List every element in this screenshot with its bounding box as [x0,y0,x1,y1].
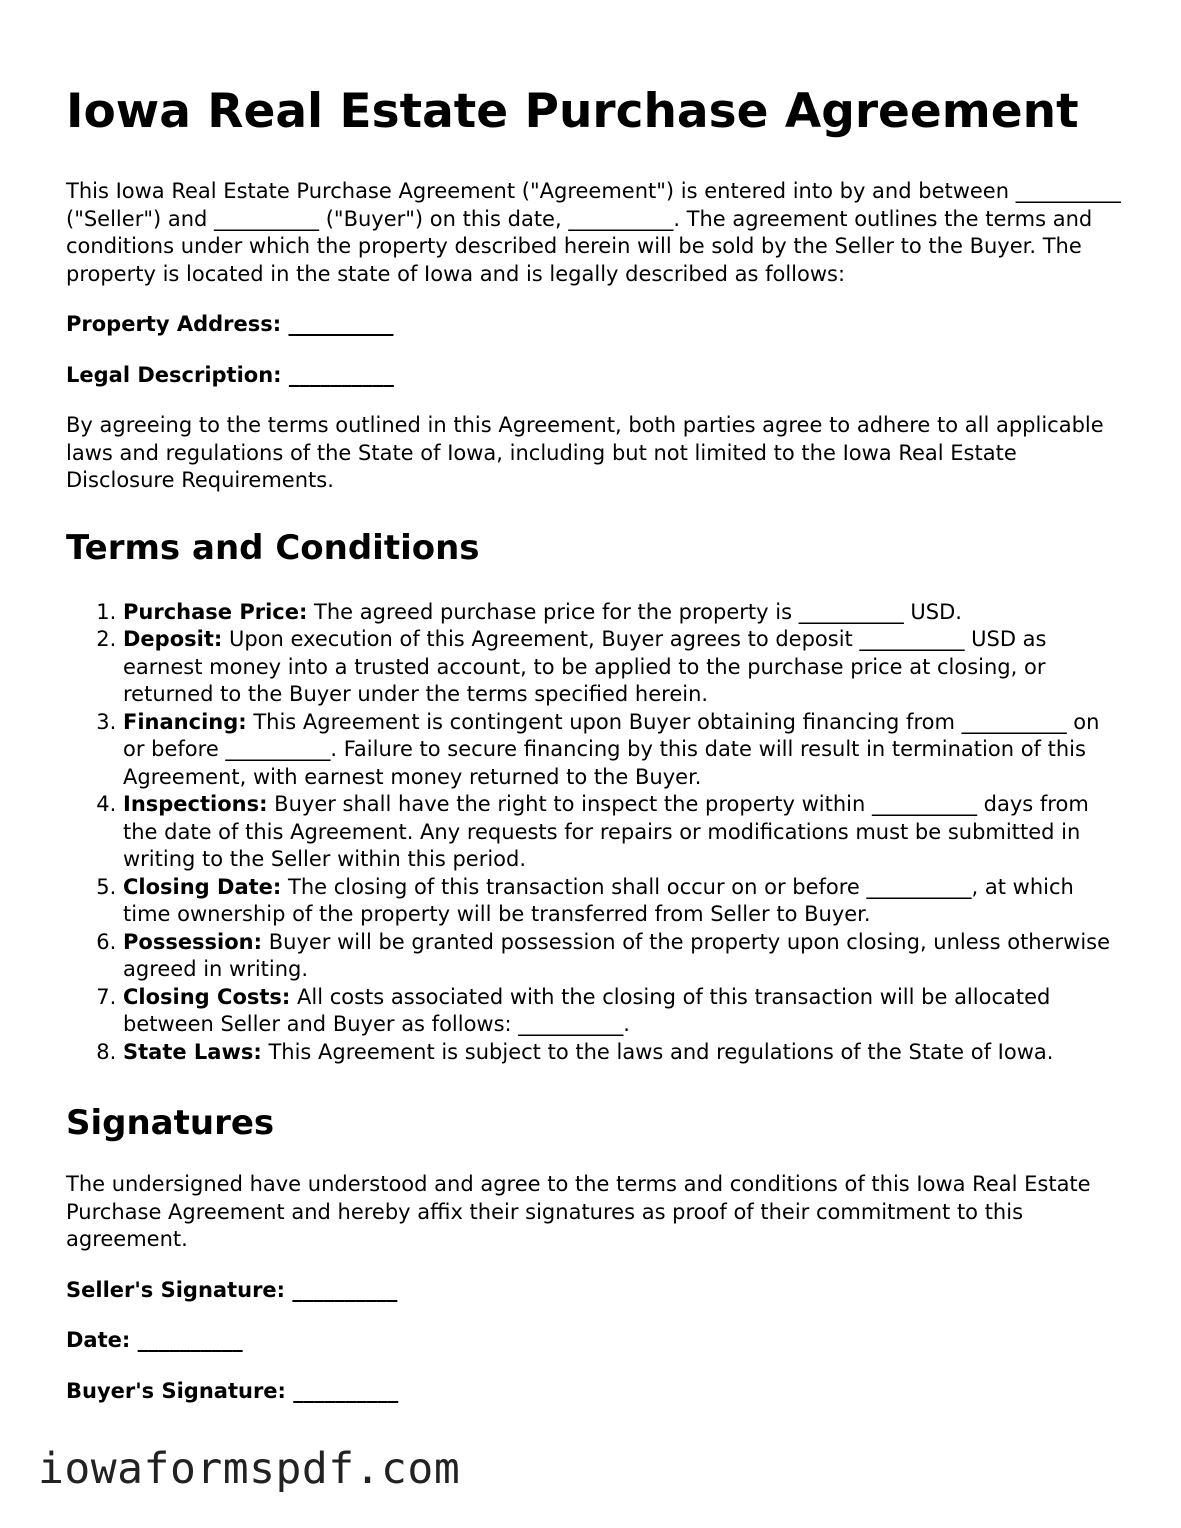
document-page [66,80,1126,1428]
term-text: Buyer will be granted possession of the property upon closing, unless otherwise agreed in writing. [123,929,1111,981]
term-text: Buyer shall have the right to inspect the property within __________ days from the date of this Agreement. Any requests for repairs or modifications must be submitted in writing to the Seller within this period. [123,792,1089,871]
term-item [123,984,1126,1039]
term-text: Upon execution of this Agreement, Buyer agrees to deposit __________ USD as earnest money into a trusted account, to be applied to the purchase price at closing, or returned to the Buyer under the terms specified herein. [123,627,1047,706]
term-label: Financing: [123,709,247,734]
term-label: Closing Costs: [123,984,291,1009]
seller-signature-field: Seller's Signature: __________ [66,1277,398,1302]
term-label: Purchase Price: [123,599,308,624]
signatures-heading: Signatures [66,1103,275,1143]
term-label: Inspections: [123,792,268,816]
term-item [123,791,1126,874]
intro-paragraph: This Iowa Real Estate Purchase Agreement ("Agreement") is entered into by and between __________ ("Seller") and __________ ("Buyer") on this date, __________. The agreement outlines the terms and conditions under which the property described herein will be sold by the Seller to the Buyer. The property is located in the state of Iowa and is legally described as follows: [66,179,1121,286]
term-item [123,1039,1126,1067]
term-text: This Agreement is contingent upon Buyer obtaining financing from __________ on or before __________. Failure to secure financing by this date will result in termination of this Agreement, with earnest money returned to the Buyer. [123,709,1100,789]
compliance-paragraph: By agreeing to the terms outlined in this Agreement, both parties agree to adhere to all applicable laws and regulations of the State of Iowa, including but not limited to the Iowa Real Estate Disclosure Requirements. [66,413,1104,492]
term-text: This Agreement is subject to the laws and regulations of the State of Iowa. [261,1039,1054,1064]
signature-date-field: Date: __________ [66,1328,243,1352]
term-text: All costs associated with the closing of this transaction will be allocated between Seller and Buyer as follows: __________. [123,984,1051,1036]
term-item [123,599,1126,627]
term-item [123,626,1126,709]
term-label: Possession: [123,929,263,954]
buyer-signature-field: Buyer's Signature: __________ [66,1378,399,1403]
term-label: Deposit: [123,627,223,651]
term-item [123,709,1126,792]
document-title: Iowa Real Estate Purchase Agreement [66,84,1079,139]
term-item [123,929,1126,984]
term-label: State Laws: [123,1039,262,1064]
term-text: The agreed purchase price for the property is __________ USD. [307,599,962,624]
property-address-field: Property Address: __________ [66,312,394,336]
terms-list [66,599,1126,1067]
signatures-paragraph: The undersigned have understood and agree to the terms and conditions of this Iowa Real Estate Purchase Agreement and hereby affix their signatures as proof of their commitment to this agreement. [66,1172,1091,1251]
watermark: iowaformspdf.com [38,1444,461,1494]
term-label: Closing Date: [123,874,282,899]
term-text: The closing of this transaction shall occur on or before __________, at which time ownership of the property will be transferred from Seller to Buyer. [123,874,1074,926]
legal-description-field: Legal Description: __________ [66,362,394,387]
term-item [123,874,1126,929]
terms-heading: Terms and Conditions [66,527,480,568]
